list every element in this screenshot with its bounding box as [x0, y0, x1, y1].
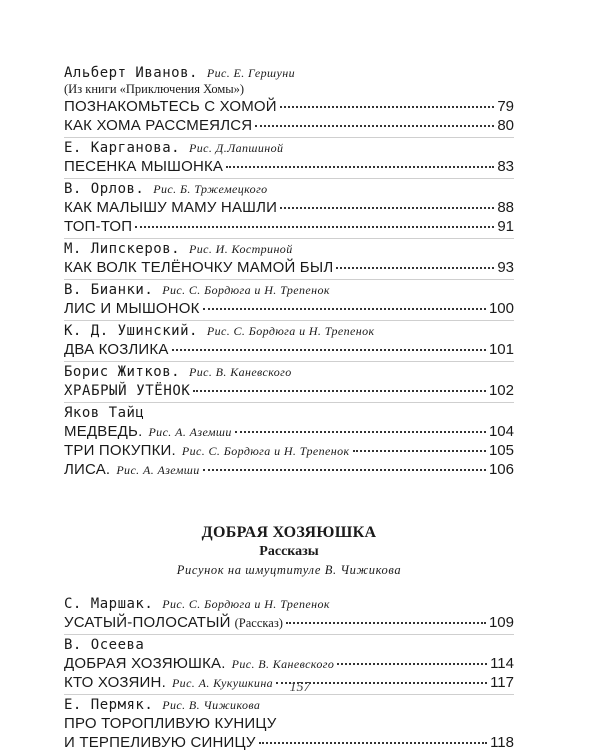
- author-line: [64, 322, 514, 340]
- dot-leader: [280, 106, 495, 108]
- entry-page-number: 102: [488, 382, 514, 399]
- author-group: [64, 63, 514, 135]
- author-line: [64, 363, 514, 381]
- dot-leader: [235, 431, 486, 433]
- author-name: Борис Житков.: [64, 364, 181, 380]
- illustrator-credit: Рис. А. Аземши: [148, 425, 232, 439]
- contents-entry: [64, 217, 514, 236]
- contents-part-2: [64, 594, 514, 752]
- dot-leader: [193, 390, 486, 392]
- section-caption: Рисунок на шмуцтитуле В. Чижикова: [176, 563, 402, 577]
- author-name: Е. Карганова.: [64, 140, 181, 156]
- entry-title: КТО ХОЗЯИН.: [64, 674, 166, 691]
- author-line: [64, 595, 514, 613]
- author-line: [64, 139, 514, 157]
- illustrator-credit: Рис. С. Бордюга и Н. Трепенок: [181, 444, 350, 458]
- illustrator-credit: Рис. В. Каневского: [231, 657, 335, 671]
- section-heading: [64, 523, 514, 580]
- dot-leader: [259, 742, 488, 744]
- entry-title: ТОП-ТОП: [64, 218, 133, 235]
- dot-leader: [203, 308, 486, 310]
- page-number: 157: [289, 680, 311, 695]
- contents-part-1: [64, 63, 514, 479]
- illustrator-credit: Рис. Б. Тржемецкого: [153, 182, 268, 196]
- entry-title: И ТЕРПЕЛИВУЮ СИНИЦУ: [64, 734, 256, 751]
- dot-leader: [336, 267, 494, 269]
- entry-page-number: 106: [488, 461, 514, 478]
- contents-entry: [64, 460, 514, 479]
- entry-title: КАК ХОМА РАССМЕЯЛСЯ: [64, 117, 253, 134]
- entry-page-number: 100: [488, 300, 514, 317]
- entry-title: КАК МАЛЫШУ МАМУ НАШЛИ: [64, 199, 278, 216]
- dot-leader: [337, 663, 487, 665]
- entry-page-number: 114: [490, 655, 514, 672]
- author-line: [64, 636, 514, 654]
- entry-title: ХРАБРЫЙ УТЁНОК: [64, 383, 191, 399]
- entry-title: МЕДВЕДЬ.: [64, 423, 143, 440]
- entry-page-number: 93: [497, 259, 514, 276]
- author-name: В. Орлов.: [64, 181, 145, 197]
- entry-title: ЛИСА.: [64, 461, 111, 478]
- dot-leader: [135, 226, 494, 228]
- entry-page-number: 104: [488, 423, 514, 440]
- dot-leader: [203, 469, 486, 471]
- author-group: [64, 137, 514, 176]
- author-name: Альберт Иванов.: [64, 65, 198, 81]
- author-name: В. Осеева: [64, 637, 145, 653]
- entry-page-number: 105: [488, 442, 514, 459]
- entry-title: КАК ВОЛК ТЕЛЁНОЧКУ МАМОЙ БЫЛ: [64, 259, 334, 276]
- entry-title: ДВА КОЗЛИКА: [64, 341, 169, 358]
- entry-title-line: ПРО ТОРОПЛИВУЮ КУНИЦУ: [64, 715, 277, 732]
- author-name: С. Маршак.: [64, 596, 154, 612]
- entry-title: ПЕСЕНКА МЫШОНКА: [64, 158, 224, 175]
- illustrator-credit: Рис. Д.Лапшиной: [189, 141, 284, 155]
- source-note: (Из книги «Приключения Хомы»): [64, 82, 245, 96]
- dot-leader: [226, 166, 494, 168]
- illustrator-credit: Рис. С. Бордюга и Н. Трепенок: [162, 283, 330, 297]
- entry-title: УСАТЫЙ-ПОЛОСАТЫЙ: [64, 614, 231, 631]
- dot-leader: [255, 125, 494, 127]
- illustrator-credit: Рис. В. Каневского: [189, 365, 292, 379]
- author-line: [64, 240, 514, 258]
- entry-title: ТРИ ПОКУПКИ.: [64, 442, 176, 459]
- section-subtitle: Рассказы: [259, 544, 319, 559]
- contents-entry: [64, 733, 514, 752]
- author-group: [64, 402, 514, 479]
- entry-page-number: 79: [497, 98, 514, 115]
- dot-leader: [353, 450, 486, 452]
- illustrator-credit: Рис. И. Костриной: [189, 242, 293, 256]
- author-group: [64, 178, 514, 236]
- entry-page-number: 117: [490, 674, 514, 691]
- contents-entry: [64, 441, 514, 460]
- author-group: [64, 594, 514, 632]
- author-group: [64, 238, 514, 277]
- author-name: М. Липскеров.: [64, 241, 181, 257]
- contents-entry: [64, 157, 514, 176]
- author-line: [64, 180, 514, 198]
- author-group: [64, 320, 514, 359]
- contents-entry: [64, 381, 514, 400]
- author-name: Е. Пермяк.: [64, 697, 154, 713]
- section-title: ДОБРАЯ ХОЗЯЮШКА: [201, 524, 377, 541]
- contents-entry: [64, 340, 514, 359]
- entry-page-number: 80: [497, 117, 514, 134]
- contents-entry: [64, 654, 514, 673]
- entry-page-number: 91: [497, 218, 514, 235]
- contents-entry: [64, 198, 514, 217]
- entry-title: ПОЗНАКОМЬТЕСЬ С ХОМОЙ: [64, 98, 277, 115]
- contents-entry: [64, 116, 514, 135]
- author-line: [64, 281, 514, 299]
- entry-page-number: 83: [497, 158, 514, 175]
- dot-leader: [280, 207, 494, 209]
- illustrator-credit: Рис. С. Бордюга и Н. Трепенок: [162, 597, 330, 611]
- entry-page-number: 88: [497, 199, 514, 216]
- author-name: Яков Тайц: [64, 405, 145, 421]
- illustrator-credit: Рис. Е. Гершуни: [206, 66, 295, 80]
- author-group: [64, 279, 514, 318]
- author-line: [64, 404, 514, 422]
- entry-page-number: 118: [490, 734, 514, 751]
- illustrator-credit: Рис. С. Бордюга и Н. Трепенок: [206, 324, 375, 338]
- illustrator-credit: Рис. А. Аземши: [116, 463, 200, 477]
- contents-entry: [64, 299, 514, 318]
- entry-note: (Рассказ): [234, 616, 283, 630]
- illustrator-credit: Рис. А. Кукушкина: [171, 676, 274, 690]
- contents-entry: [64, 422, 514, 441]
- entry-title: ДОБРАЯ ХОЗЯЮШКА.: [64, 655, 226, 672]
- entry-page-number: 109: [488, 614, 514, 631]
- contents-entry: [64, 258, 514, 277]
- author-group: [64, 694, 514, 752]
- contents-entry: [64, 613, 514, 632]
- contents-entry: [64, 97, 514, 116]
- author-group: [64, 361, 514, 400]
- author-line: [64, 696, 514, 714]
- illustrator-credit: Рис. В. Чижикова: [162, 698, 261, 712]
- dot-leader: [286, 622, 486, 624]
- dot-leader: [172, 349, 486, 351]
- table-of-contents: [64, 63, 514, 752]
- author-name: В. Бианки.: [64, 282, 154, 298]
- author-name: К. Д. Ушинский.: [64, 323, 198, 339]
- entry-page-number: 101: [488, 341, 514, 358]
- author-line: [64, 64, 514, 82]
- entry-title: ЛИС И МЫШОНОК: [64, 300, 200, 317]
